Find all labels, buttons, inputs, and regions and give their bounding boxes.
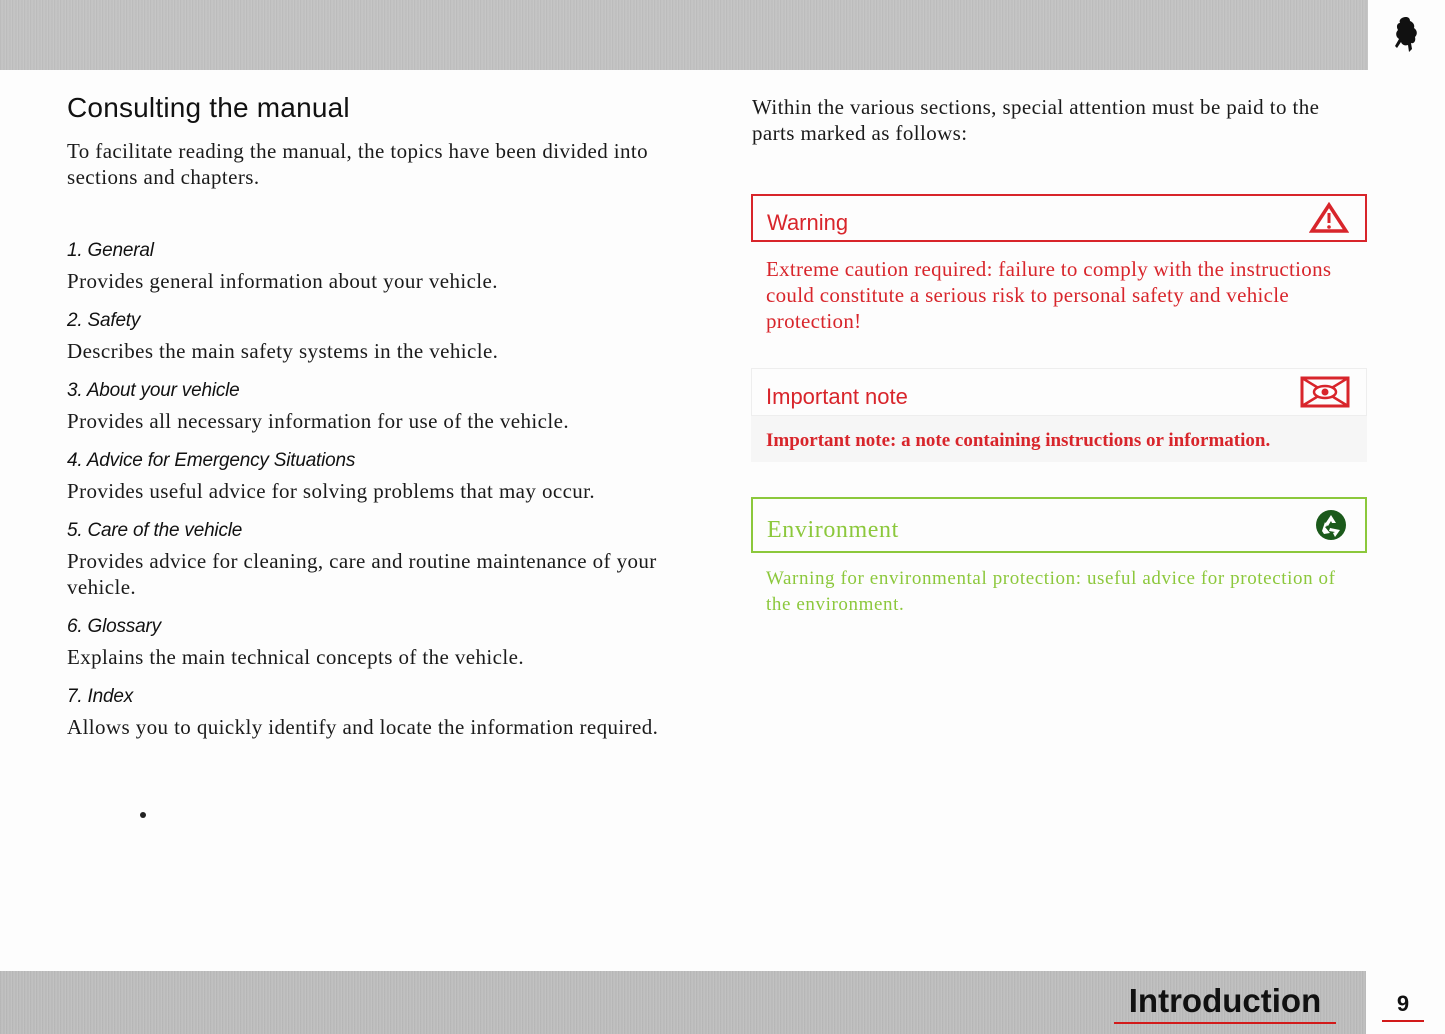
environment-box [751, 497, 1367, 553]
chapter-heading: 5. Care of the vehicle [67, 520, 243, 541]
consulting-section [67, 92, 667, 756]
page-title: Consulting the manual [67, 92, 350, 123]
section-title: Introduction [1114, 980, 1336, 1024]
chapter-description: Provides general information about your vehicle. [67, 269, 498, 293]
recycle-icon [1313, 508, 1349, 542]
chapter-heading: 2. Safety [67, 310, 141, 331]
note-label: Important note [766, 384, 908, 409]
stray-ink-mark [140, 812, 146, 818]
environment-label: Environment [767, 516, 899, 543]
chapter-heading: 4. Advice for Emergency Situations [67, 450, 356, 471]
note-box [751, 368, 1367, 416]
note-text: Important note: a note containing instructions or information. [766, 430, 1271, 451]
intro-paragraph: To facilitate reading the manual, the topics have been divided into sections and chapters. [67, 139, 649, 189]
markers-section [752, 94, 1352, 146]
environment-text: Warning for environmental protection: useful advice for protection of the environment. [766, 568, 1336, 615]
chapter-heading: 1. General [67, 240, 154, 261]
chapter-description: Allows you to quickly identify and locate the information required. [67, 715, 659, 739]
warning-box [751, 194, 1367, 242]
markers-intro: Within the various sections, special attention must be paid to the parts marked as follows: [752, 95, 1320, 145]
prancing-horse-icon [1388, 14, 1422, 54]
warning-triangle-icon [1309, 202, 1349, 234]
chapter-description: Describes the main safety systems in the vehicle. [67, 339, 499, 363]
chapter-heading: 6. Glossary [67, 616, 161, 637]
chapter-list [67, 240, 667, 740]
chapter-description: Provides all necessary information for use of the vehicle. [67, 409, 569, 433]
chapter-description: Explains the main technical concepts of the vehicle. [67, 645, 524, 669]
chapter-description: Provides useful advice for solving problems that may occur. [67, 479, 596, 503]
chapter-heading: 3. About your vehicle [67, 380, 240, 401]
chapter-heading: 7. Index [67, 686, 134, 707]
chapter-description: Provides advice for cleaning, care and routine maintenance of your vehicle. [67, 549, 657, 599]
header-band [0, 0, 1368, 70]
eye-note-icon [1300, 376, 1350, 408]
warning-label: Warning [767, 210, 849, 235]
page-number: 9 [1382, 988, 1424, 1022]
warning-text: Extreme caution required: failure to comply with the instructions could constitute a serious risk to personal safety and vehicle protection! [766, 257, 1332, 333]
